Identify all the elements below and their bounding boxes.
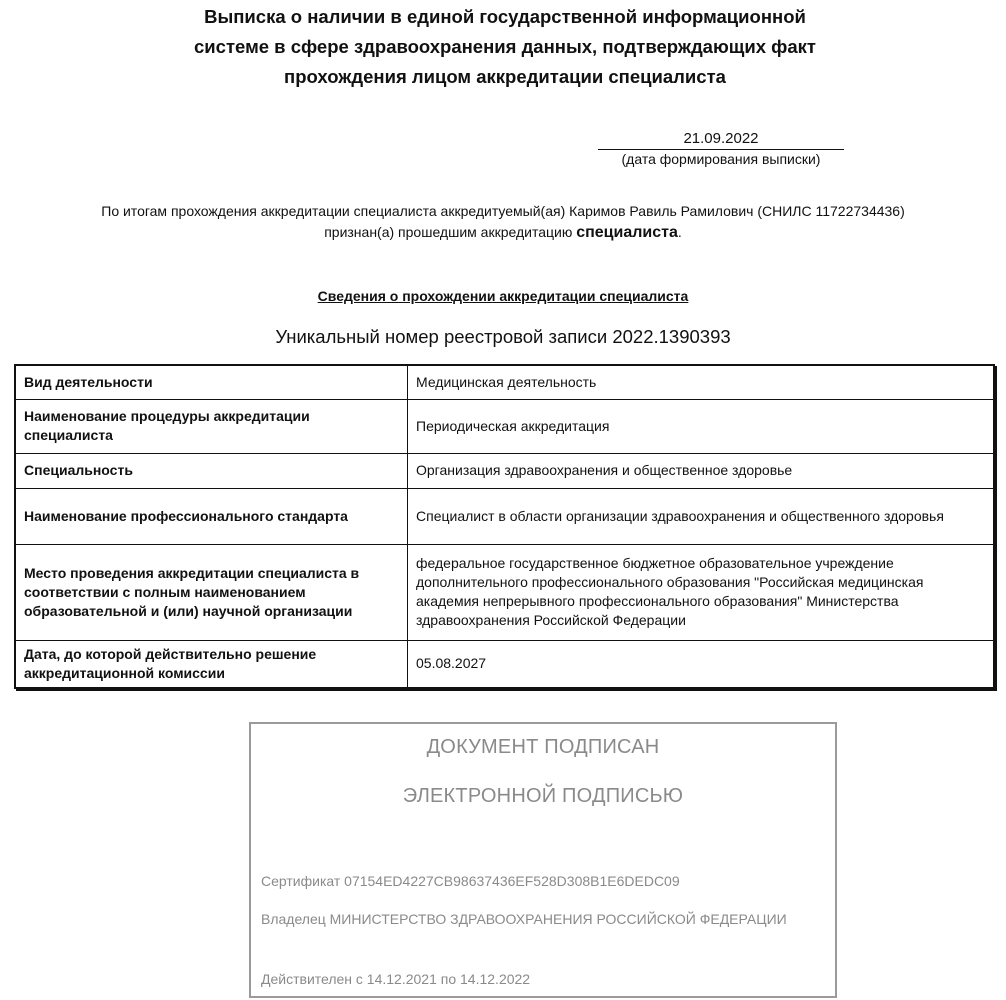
table-row: [15, 544, 994, 640]
row-value: 05.08.2027: [408, 640, 995, 688]
row-value: Периодическая аккредитация: [408, 399, 995, 453]
row-value: федеральное государственное бюджетное образовательное учреждение дополнительного профессионального образования "Российская медицинская академия непрерывного профессионального образования" Министерства здравоохранения Российской Федерации: [408, 544, 995, 640]
stamp-owner: Владелец МИНИСТЕРСТВО ЗДРАВООХРАНЕНИЯ РОССИЙСКОЙ ФЕДЕРАЦИИ: [261, 911, 787, 927]
title-line-3: прохождения лицом аккредитации специалиста: [284, 66, 726, 87]
row-label: Специальность: [15, 453, 408, 488]
title-line-1: Выписка о наличии в единой государственной информационной: [204, 6, 806, 27]
stamp-heading-line-2: ЭЛЕКТРОННОЙ ПОДПИСЬЮ: [402, 785, 684, 807]
formation-date-caption: (дата формирования выписки): [621, 151, 821, 167]
row-label: Место проведения аккредитации специалиста в соответствии с полным наименованием образовательной и (или) научной организации: [15, 544, 408, 640]
intro-line-1: По итогам прохождения аккредитации специалиста аккредитуемый(ая) Каримов Равиль Рамилович (СНИЛС 11722734436): [101, 203, 905, 219]
row-label: Наименование процедуры аккредитации специалиста: [15, 399, 408, 453]
row-label: Вид деятельности: [15, 365, 408, 399]
electronic-signature-stamp: [249, 722, 837, 998]
row-label: Наименование профессионального стандарта: [15, 488, 408, 544]
table-row: [15, 640, 994, 688]
title-line-2: системе в сфере здравоохранения данных, подтверждающих факт: [194, 36, 816, 57]
intro-role: специалиста: [576, 224, 678, 241]
table-row: [15, 453, 994, 488]
table-row: [15, 365, 994, 399]
accreditation-table: [14, 364, 995, 689]
stamp-heading-line-1: ДОКУМЕНТ ПОДПИСАН: [426, 736, 660, 758]
stamp-validity: Действителен с 14.12.2021 по 14.12.2022: [261, 971, 531, 987]
row-label: Дата, до которой действительно решение аккредитационной комиссии: [15, 640, 408, 688]
intro-line-2-suffix: .: [677, 224, 682, 240]
intro-line-2-prefix: признан(а) прошедшим аккредитацию: [324, 224, 577, 240]
row-value: Организация здравоохранения и общественное здоровье: [408, 453, 995, 488]
table-row: [15, 488, 994, 544]
row-value: Специалист в области организации здравоохранения и общественного здоровья: [408, 488, 995, 544]
formation-date-block: [598, 129, 844, 169]
intro-paragraph: [20, 201, 986, 243]
registry-number: Уникальный номер реестровой записи 2022.1390393: [275, 326, 731, 347]
section-title: Сведения о прохождении аккредитации специалиста: [317, 288, 689, 304]
document-title: [120, 2, 890, 92]
stamp-certificate: Сертификат 07154ED4227CB98637436EF528D308B1E6DEDC09: [261, 873, 680, 889]
formation-date: 21.09.2022: [598, 129, 844, 150]
table-row: [15, 399, 994, 453]
row-value: Медицинская деятельность: [408, 365, 995, 399]
